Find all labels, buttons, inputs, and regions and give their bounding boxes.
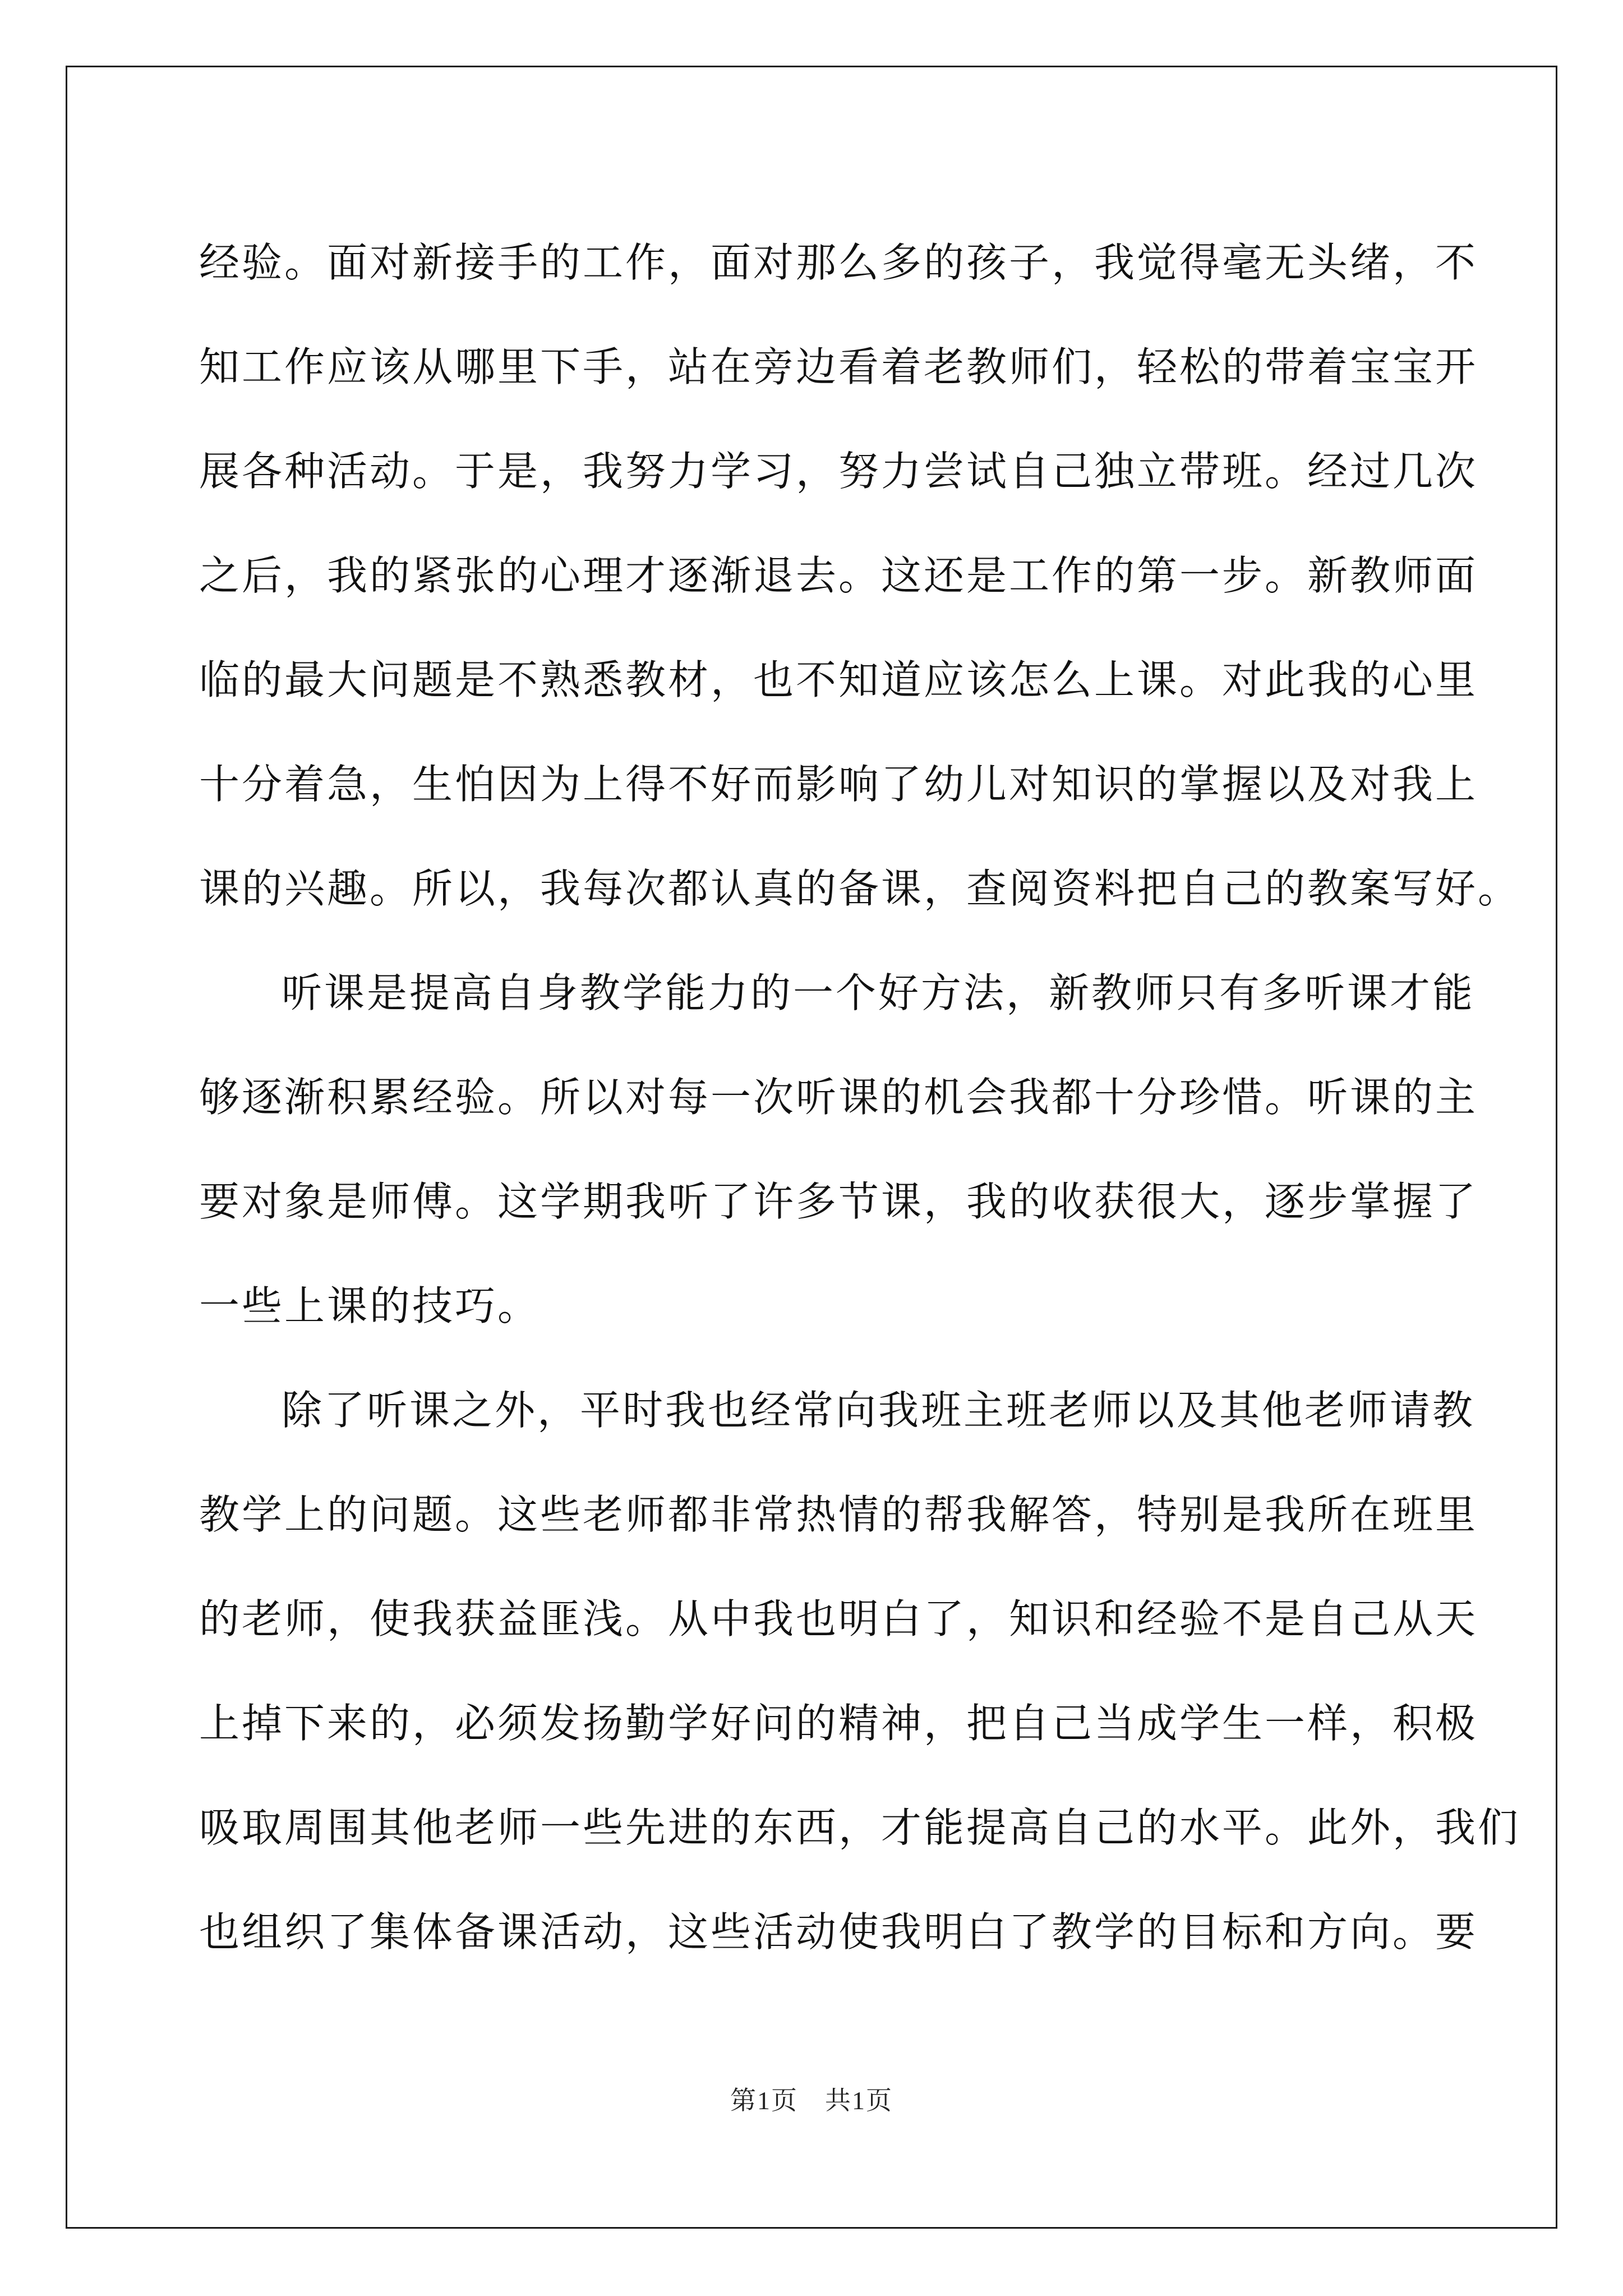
text-line: 之后，我的紧张的心理才逐渐退去。这还是工作的第一步。新教师面 [199,552,1478,599]
paragraph-start-line: 除了听课之外，平时我也经常向我班主班老师以及其他老师请教 [282,1387,1476,1434]
text-line: 知工作应该从哪里下手，站在旁边看着老教师们，轻松的带着宝宝开 [199,343,1478,390]
text-line: 的老师，使我获益匪浅。从中我也明白了，知识和经验不是自己从天 [199,1595,1478,1642]
text-line: 十分着急，生怕因为上得不好而影响了幼儿对知识的掌握以及对我上 [199,761,1478,808]
document-body [199,210,1521,1984]
text-line: 展各种活动。于是，我努力学习，努力尝试自己独立带班。经过几次 [199,448,1478,495]
text-line: 一些上课的技巧。 [199,1282,541,1329]
paragraph-start-line: 听课是提高自身教学能力的一个好方法，新教师只有多听课才能 [282,969,1476,1016]
text-line: 也组织了集体备课活动，这些活动使我明白了教学的目标和方向。要 [199,1908,1478,1955]
text-line: 吸取周围其他老师一些先进的东西，才能提高自己的水平。此外，我们 [199,1804,1521,1851]
page-number-footer: 第1页 共1页 [730,2086,893,2115]
text-line: 上掉下来的，必须发扬勤学好问的精神，把自己当成学生一样，积极 [199,1700,1478,1747]
text-line: 教学上的问题。这些老师都非常热情的帮我解答，特别是我所在班里 [199,1491,1478,1538]
text-line: 临的最大问题是不熟悉教材，也不知道应该怎么上课。对此我的心里 [199,656,1478,703]
text-line: 够逐渐积累经验。所以对每一次听课的机会我都十分珍惜。听课的主 [199,1074,1478,1121]
text-line: 课的兴趣。所以，我每次都认真的备课，查阅资料把自己的教案写好。 [199,865,1521,912]
text-line: 要对象是师傅。这学期我听了许多节课，我的收获很大，逐步掌握了 [199,1178,1478,1225]
text-line: 经验。面对新接手的工作，面对那么多的孩子，我觉得毫无头绪，不 [199,239,1478,286]
